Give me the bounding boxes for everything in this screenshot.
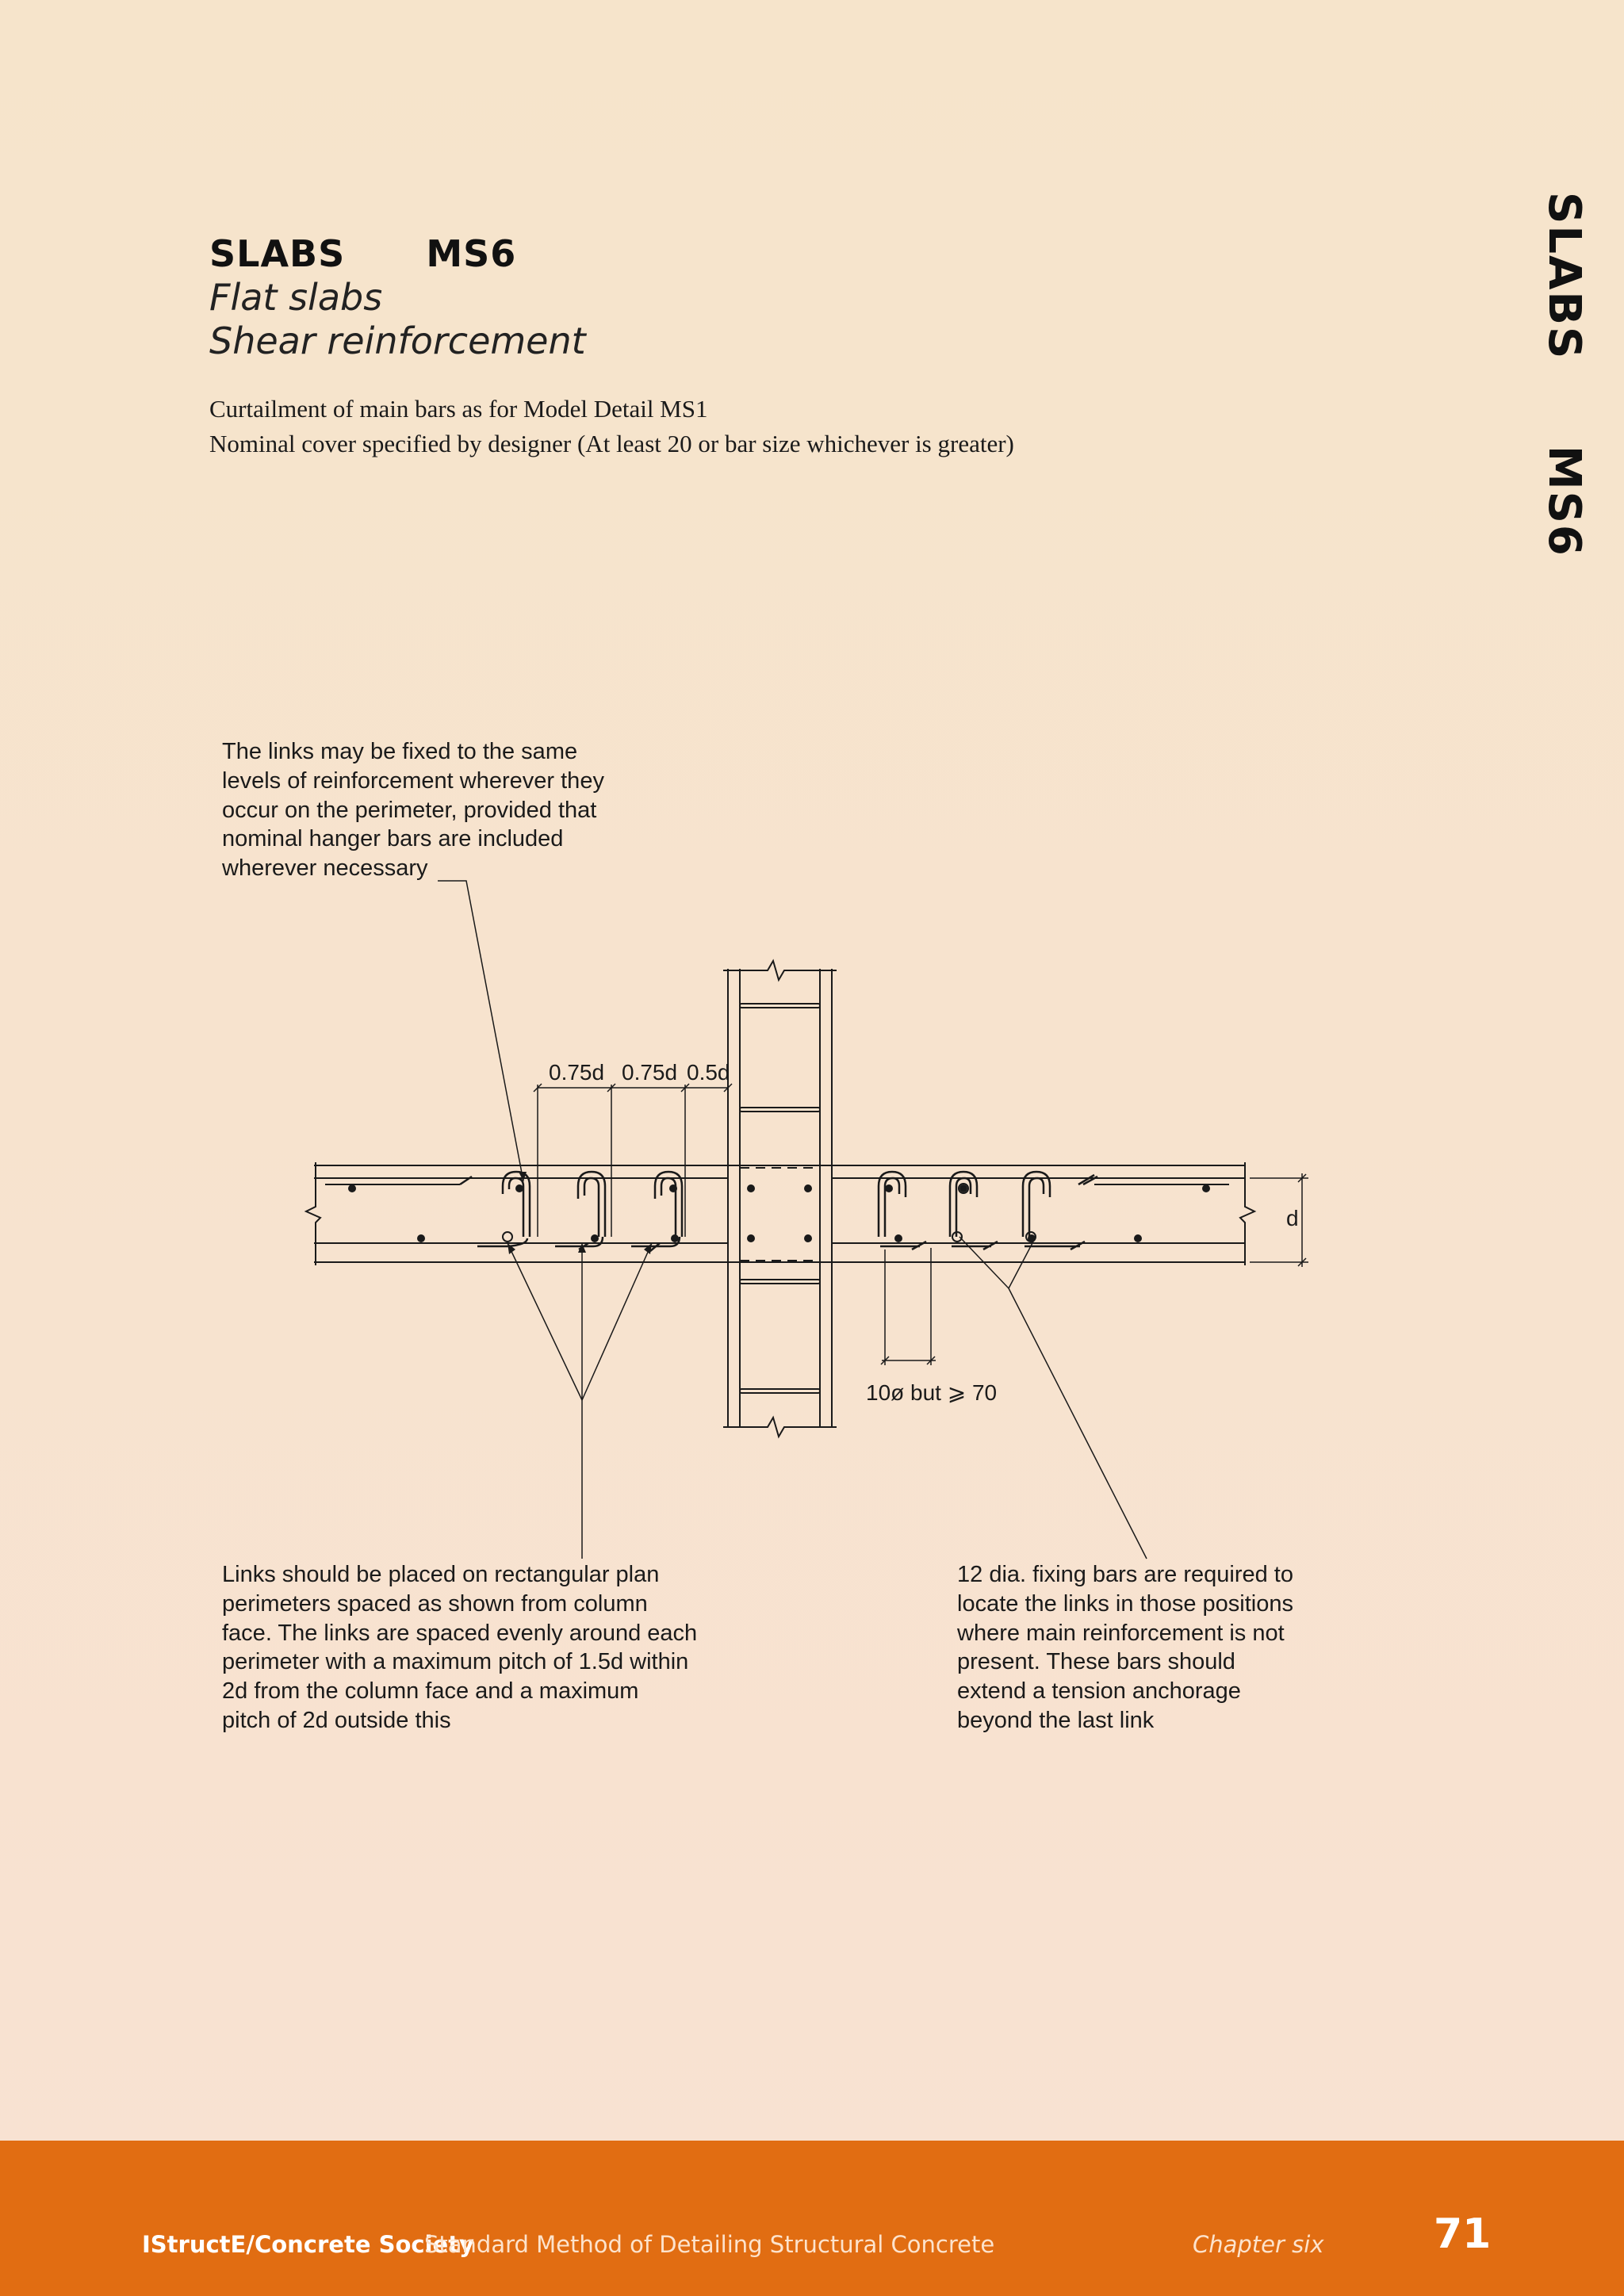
leader-lines [438, 881, 1147, 1559]
model-detail-code: MS6 [426, 232, 517, 275]
subtitle-shear-reinforcement: Shear reinforcement [209, 320, 586, 362]
depth-dimension [1250, 1173, 1308, 1267]
page-number: 71 [1434, 2210, 1492, 2258]
note-links-placement-line: 2d from the column face and a maximum [222, 1678, 639, 1705]
note-fixing-bars-line: beyond the last link [957, 1707, 1155, 1733]
footer-organisation: IStructE/Concrete Society [142, 2231, 474, 2258]
spacing-dimensions [534, 1084, 732, 1237]
note-links-fixing-line: The links may be fixed to the same [222, 739, 578, 764]
intro-line-curtailment: Curtailment of main bars as for Model Detail MS1 [209, 395, 708, 423]
subtitle-flat-slabs: Flat slabs [209, 276, 383, 319]
column-ties [740, 1004, 820, 1393]
note-links-placement-line: Links should be placed on rectangular plan [222, 1562, 660, 1587]
main-bars [348, 1184, 1210, 1242]
note-links-placement-line: pitch of 2d outside this [222, 1707, 451, 1733]
note-fixing-bars-line: extend a tension anchorage [957, 1678, 1241, 1705]
note-links-fixing-line: nominal hanger bars are included [222, 826, 564, 852]
note-links-fixing [222, 737, 604, 883]
shear-links-right [879, 1172, 1097, 1249]
dim-label-depth: d [1286, 1206, 1299, 1230]
dim-label-0-75d-second: 0.75d [622, 1060, 678, 1085]
footer-chapter: Chapter six [1193, 2231, 1324, 2258]
side-tab-section: SLABS [1538, 192, 1590, 361]
note-fixing-bars-line: where main reinforcement is not [957, 1620, 1285, 1646]
slab [306, 1162, 1254, 1265]
dim-label-0-5d: 0.5d [687, 1060, 730, 1085]
footer-book-title: Standard Method of Detailing Structural Concrete [424, 2231, 995, 2258]
dim-label-0-75d-first: 0.75d [549, 1060, 605, 1085]
dim-label-anchorage: 10ø but ⩾ 70 [866, 1380, 998, 1405]
note-links-placement-line: face. The links are spaced evenly around each [222, 1620, 698, 1646]
anchorage-dimension [881, 1248, 936, 1365]
note-links-fixing-line: wherever necessary [222, 855, 428, 882]
note-links-placement [222, 1560, 697, 1735]
column [723, 961, 837, 1437]
note-links-placement-line: perimeters spaced as shown from column [222, 1590, 648, 1617]
side-tab-code: MS6 [1538, 445, 1590, 557]
section-title: SLABS [209, 232, 346, 275]
shear-links-left [460, 1172, 682, 1251]
note-fixing-bars-line: 12 dia. fixing bars are required to [957, 1562, 1293, 1587]
note-fixing-bars [957, 1560, 1293, 1735]
note-links-fixing-line: occur on the perimeter, provided that [222, 797, 597, 823]
intro-line-cover: Nominal cover specified by designer (At least 20 or bar size whichever is greater) [209, 430, 1014, 457]
note-links-placement-line: perimeter with a maximum pitch of 1.5d within [222, 1649, 689, 1675]
footer-bar [0, 2141, 1624, 2296]
note-fixing-bars-line: locate the links in those positions [957, 1590, 1293, 1617]
note-links-fixing-line: levels of reinforcement wherever they [222, 767, 604, 794]
note-fixing-bars-line: present. These bars should [957, 1649, 1235, 1675]
